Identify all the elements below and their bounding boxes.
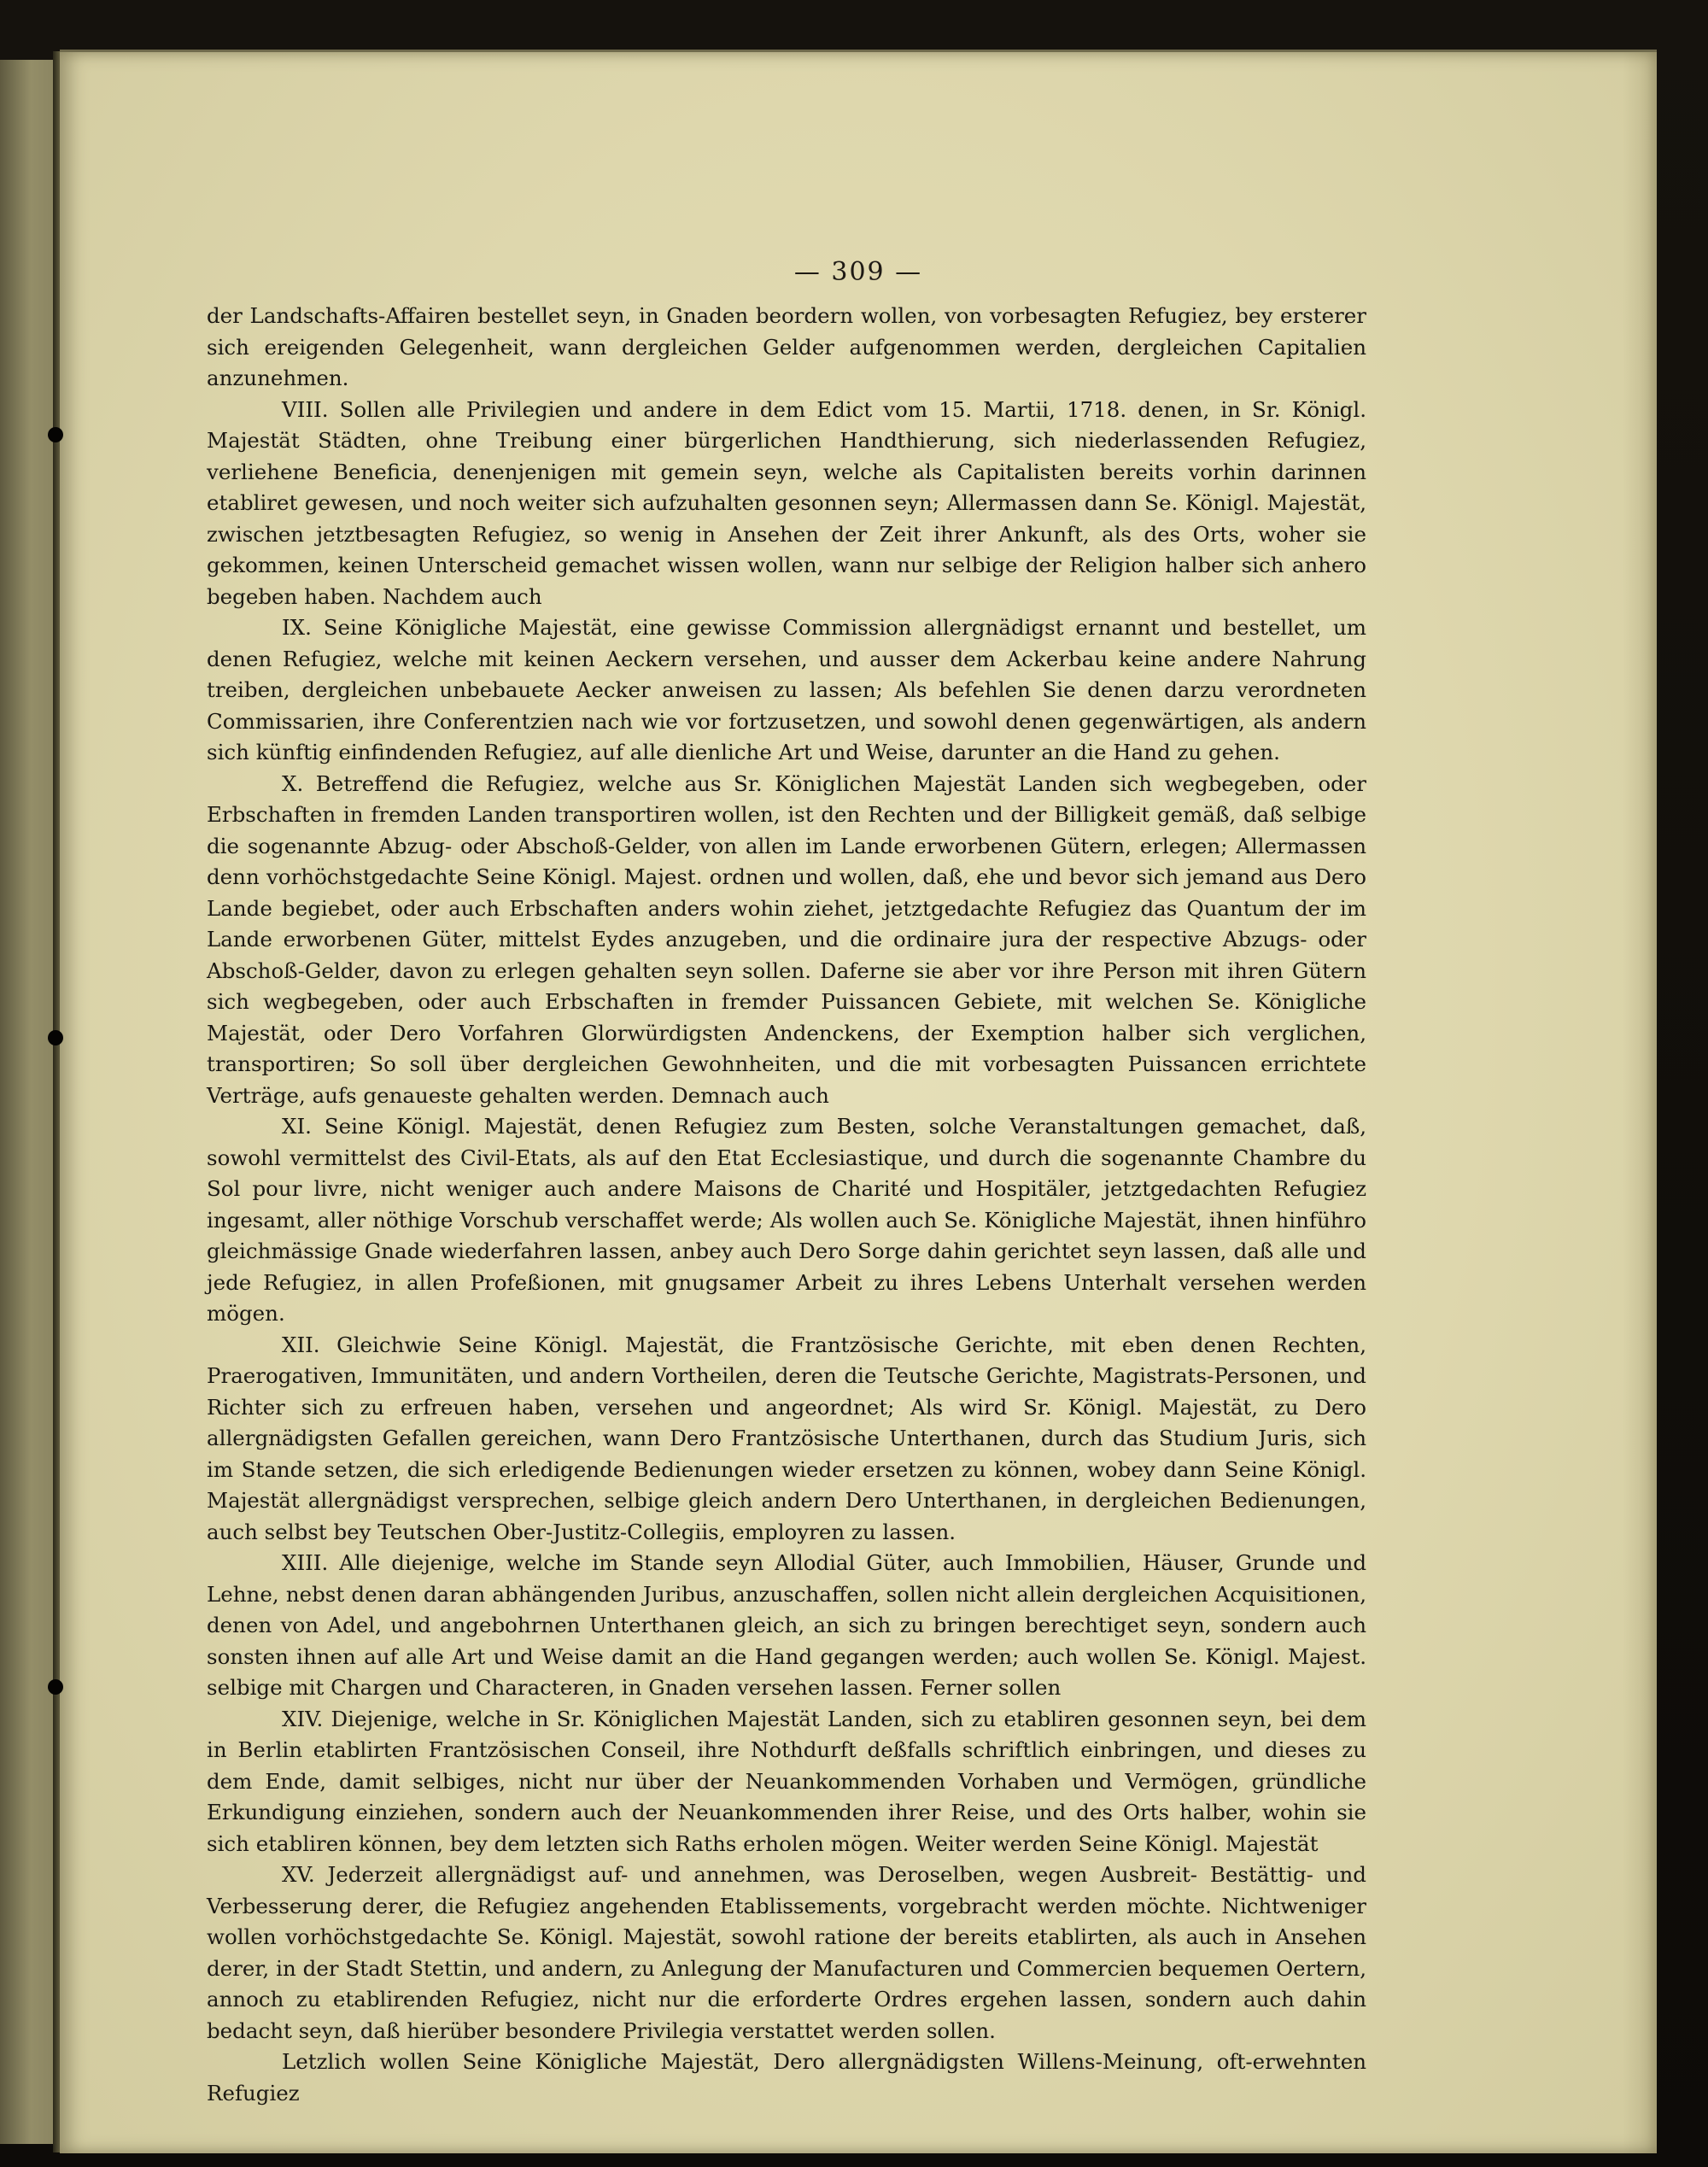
paragraph-continuation: der Landschafts-Affairen bestellet seyn, in Gnaden beordern wollen, von vorbesagten Refugiez, bey ersterer sich ereigenden Gelegenheit, wann dergleichen Gelder aufgenommen werden, dergleichen Capitalien anzunehmen. bbox=[207, 303, 1366, 390]
paragraph-article-viii: VIII. Sollen alle Privilegien und andere in dem Edict vom 15. Martii, 1718. denen, in Sr. Königl. Majestät Städten, ohne Treibung einer bürgerlichen Handthierung, sich niederlassenden Refugiez, verliehene Beneficia, denenjenigen mit gemein seyn, welche als Capitalisten bereits vorhin darinnen etabliret gewesen, und noch weiter sich aufzuhalten gesonnen seyn; Allermassen dann Se. Königl. Majestät, zwischen jetztbesagten Refugiez, so wenig in Ansehen der Zeit ihrer Ankunft, als des Orts, woher sie gekommen, keinen Unterscheid gemachet wissen wollen, wann nur selbige der Religion halber sich anhero begeben haben. Nachdem auch bbox=[207, 396, 1366, 609]
paragraph-closing: Letzlich wollen Seine Königliche Majestät, Dero allergnädigsten Willens-Meinung, oft-erwehnten Refugiez bbox=[207, 2049, 1366, 2106]
left-page-edge bbox=[0, 60, 59, 2144]
body-text bbox=[207, 301, 1366, 2109]
page-number: — 309 — bbox=[793, 257, 923, 287]
binding-hole bbox=[48, 1679, 63, 1695]
paragraph-article-xv: XV. Jederzeit allergnädigst auf- und annehmen, was Deroselben, wegen Ausbreit- Bestättig- und Verbesserung derer, die Refugiez angehenden Etablissements, vorgebracht werden möchte. Nichtweniger wollen vorhöchstgedachte Se. Königl. Majestät, sowohl ratione der bereits etablirten, als auch in Ansehen derer, in der Stadt Stettin, und andern, zu Anlegung der Manufacturen und Commercien bequemen Oertern, annoch zu etablirenden Refugiez, nicht nur die erforderte Ordres ergehen lassen, sondern auch dahin bedacht seyn, daß hierüber besondere Privilegia verstattet werden sollen. bbox=[207, 1862, 1366, 2043]
paragraph-article-xiv: XIV. Diejenige, welche in Sr. Königlichen Majestät Landen, sich zu etabliren gesonnen seyn, bei dem in Berlin etablirten Frantzösischen Conseil, ihre Nothdurft deßfalls schriftlich einbringen, und dieses zu dem Ende, damit selbiges, nicht nur über der Neuankommenden Vorhaben und Vermögen, gründliche Erkundigung einziehen, sondern auch der Neuankommenden ihrer Reise, und des Orts halber, wohin sie sich etabliren können, bey dem letzten sich Raths erholen mögen. Weiter werden Seine Königl. Majestät bbox=[207, 1706, 1366, 1856]
paragraph-article-xi: XI. Seine Königl. Majestät, denen Refugiez zum Besten, solche Veranstaltungen gemachet, daß, sowohl vermittelst des Civil-Etats, als auf den Etat Ecclesiastique, und durch die sogenannte Chambre du Sol pour livre, nicht weniger auch andere Maisons de Charité und Hospitäler, jetztgedachten Refugiez ingesamt, aller nöthige Vorschub verschaffet werde; Als wollen auch Se. Königliche Majestät, ihnen hinführo gleichmässige Gnade wiederfahren lassen, anbey auch Dero Sorge dahin gerichtet seyn lassen, daß alle und jede Refugiez, in allen Profeßionen, mit gnugsamer Arbeit zu ihres Lebens Unterhalt versehen werden mögen. bbox=[207, 1114, 1366, 1326]
binding-hole bbox=[48, 427, 63, 442]
binding-hole bbox=[48, 1030, 63, 1045]
paragraph-article-xii: XII. Gleichwie Seine Königl. Majestät, die Frantzösische Gerichte, mit eben denen Rechten, Praerogativen, Immunitäten, und andern Vortheilen, deren die Teutsche Gerichte, Magistrats-Personen, und Richter sich zu erfreuen haben, versehen und angeordnet; Als wird Sr. Königl. Majestät, zu Dero allergnädigsten Gefallen gereichen, wann Dero Frantzösische Unterthanen, durch das Studium Juris, sich im Stande setzen, die sich erledigende Bedienungen wieder ersetzen zu können, wobey dann Seine Königl. Majestät allergnädigst versprechen, selbige gleich andern Dero Unterthanen, in dergleichen Bedienungen, auch selbst bey Teutschen Ober-Justitz-Collegiis, employren zu lassen. bbox=[207, 1332, 1366, 1544]
paragraph-article-ix: IX. Seine Königliche Majestät, eine gewisse Commission allergnädigst ernannt und bestellet, um denen Refugiez, welche mit keinen Aeckern versehen, und ausser dem Ackerbau keine andere Nahrung treiben, dergleichen unbebauete Aecker anweisen zu lassen; Als befehlen Sie denen darzu verordneten Commissarien, ihre Conferentzien nach wie vor fortzusetzen, und sowohl denen gegenwärtigen, als andern sich künftig einfindenden Refugiez, auf alle dienliche Art und Weise, darunter an die Hand zu gehen. bbox=[207, 615, 1366, 764]
paragraph-article-xiii: XIII. Alle diejenige, welche im Stande seyn Allodial Güter, auch Immobilien, Häuser, Grunde und Lehne, nebst denen daran abhängenden Juribus, anzuschaffen, sollen nicht allein dergleichen Acquisitionen, denen von Adel, und angebohrnen Unterthanen gleich, an sich zu bringen berechtiget seyn, sondern auch sonsten ihnen auf alle Art und Weise damit an die Hand gegangen werden; auch wollen Se. Königl. Majest. selbige mit Chargen und Characteren, in Gnaden versehen lassen. Ferner sollen bbox=[207, 1550, 1366, 1700]
page-edge-shadow bbox=[1623, 52, 1657, 2153]
paragraph-article-x: X. Betreffend die Refugiez, welche aus Sr. Königlichen Majestät Landen sich wegbegeben, oder Erbschaften in fremden Landen transportiren wollen, ist den Rechten und der Billigkeit gemäß, daß selbige die sogenannte Abzug- oder Abschoß-Gelder, von allen im Lande erworbenen Gütern, erlegen; Allermassen denn vorhöchstgedachte Seine Königl. Majest. ordnen und wollen, daß, ehe und bevor sich jemand aus Dero Lande begiebet, oder auch Erbschaften anders wohin ziehet, jetztgedachte Refugiez das Quantum der im Lande erworbenen Güter, mittelst Eydes anzugeben, und die ordinaire jura der respective Abzugs- oder Abschoß-Gelder, davon zu erlegen gehalten seyn sollen. Daferne sie aber vor ihre Person mit ihren Gütern sich wegbegeben, oder auch Erbschaften in fremder Puissancen Gebiete, mit welchen Se. Königliche Majestät, oder Dero Vorfahren Glorwürdigsten Andenckens, der Exemption halber sich verglichen, transportiren; So soll über dergleichen Gewohnheiten, und die mit vorbesagten Puissancen errichtete Verträge, aufs genaueste gehalten werden. Demnach auch bbox=[207, 770, 1366, 1108]
